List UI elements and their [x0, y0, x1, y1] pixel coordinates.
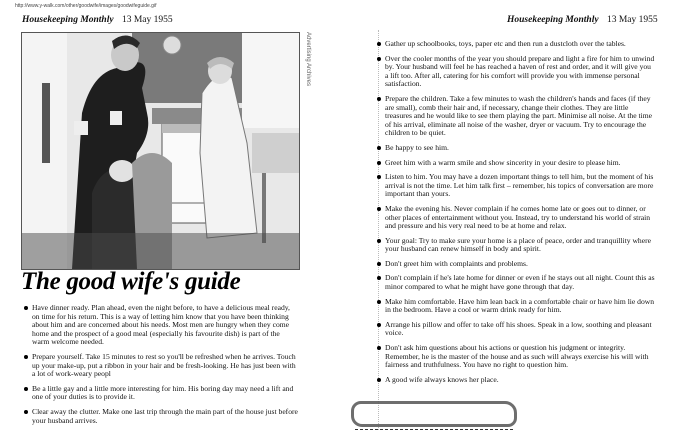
list-item: Don't complain if he's late home for dinner or even if he stays out all night. Count this as minor compared to what he might have gone through that day.	[379, 274, 656, 291]
bullet-icon	[377, 175, 381, 179]
list-item: Gather up schoolbooks, toys, paper etc and then run a dustcloth over the tables.	[379, 40, 656, 49]
bullet-icon	[24, 410, 28, 414]
article-title: The good wife's guide	[21, 268, 241, 295]
bullet-icon	[377, 42, 381, 46]
publication-date: 13 May 1955	[606, 15, 658, 25]
illustration	[21, 32, 300, 270]
source-url: http://www.y-walk.com/other/goodwife/images/goodwifeguide.gif	[15, 3, 157, 9]
bullet-icon	[377, 262, 381, 266]
list-item: Your goal: Try to make sure your home is a place of peace, order and tranquillity where your husband can renew himself in body and spirit.	[379, 237, 656, 254]
masthead-left	[22, 15, 173, 25]
list-item: Be happy to see him.	[379, 144, 656, 153]
guide-list-left	[26, 304, 298, 431]
guide-list-right	[379, 40, 656, 390]
bullet-icon	[377, 239, 381, 243]
bullet-icon	[24, 355, 28, 359]
bullet-icon	[377, 300, 381, 304]
list-item: Over the cooler months of the year you should prepare and light a fire for him to unwind by. Your husband will feel he has reached a haven of rest and order, and it will give you a lift too. After all, catering for his comfort will provide you with immense personal satisfaction.	[379, 55, 656, 89]
list-item: Have dinner ready. Plan ahead, even the night before, to have a delicious meal ready, on time for his return. This is a way of letting him know that you have been thinking about him and are concerned about his needs. Most men are hungry when they come home and the prospect of a good meal (especially his favourite dish) is part of the warm welcome needed.	[26, 304, 298, 347]
bottom-rule	[355, 429, 513, 431]
photo-credit: Advertising Archives	[305, 32, 311, 87]
list-item: Listen to him. You may have a dozen important things to tell him, but the moment of his arrival is not the time. Let him talk first – remember, his topics of conversation are more important than yours.	[379, 173, 656, 199]
list-item: Prepare yourself. Take 15 minutes to rest so you'll be refreshed when he arrives. Touch up your make-up, put a ribbon in your hair and be fresh-looking. He has just been with a lot of work-weary peopl	[26, 353, 298, 379]
bullet-icon	[377, 207, 381, 211]
list-item: Greet him with a warm smile and show sincerity in your desire to please him.	[379, 159, 656, 168]
list-item: Make the evening his. Never complain if he comes home late or goes out to dinner, or other places of entertainment without you. Instead, try to understand his world of strain and pressure and his very real need to be at home and relax.	[379, 205, 656, 231]
bullet-icon	[377, 276, 381, 280]
list-item: Arrange his pillow and offer to take off his shoes. Speak in a low, soothing and pleasant voice.	[379, 321, 656, 338]
bullet-icon	[24, 387, 28, 391]
masthead-right	[507, 15, 658, 25]
list-item-highlighted: A good wife always knows her place.	[379, 376, 656, 385]
list-item: Don't ask him questions about his actions or question his judgment or integrity. Remember, he is the master of the house and as such will always exercise his will with fairness and truthfulness. You have no right to question him.	[379, 344, 656, 370]
list-item: Clear away the clutter. Make one last trip through the main part of the house just before your husband arrives.	[26, 408, 298, 425]
bullet-icon	[377, 378, 381, 382]
list-item: Don't greet him with complaints and problems.	[379, 260, 656, 269]
publication-name: Housekeeping Monthly	[507, 15, 599, 25]
list-item: Prepare the children. Take a few minutes to wash the children's hands and faces (if they are small), comb their hair and, if necessary, change their clothes. They are little treasures and he would like to see them playing the part. Minimise all noise. At the time of his arrival, eliminate all noise of the washer, dryer or vacuum. Try to encourage the children to be quiet.	[379, 95, 656, 138]
publication-name: Housekeeping Monthly	[22, 15, 114, 25]
bullet-icon	[377, 146, 381, 150]
list-item: Make him comfortable. Have him lean back in a comfortable chair or have him lie down in the bedroom. Have a cool or warm drink ready for him.	[379, 298, 656, 315]
list-item: Be a little gay and a little more interesting for him. His boring day may need a lift and one of your duties is to provide it.	[26, 385, 298, 402]
bullet-icon	[377, 323, 381, 327]
bullet-icon	[377, 57, 381, 61]
publication-date: 13 May 1955	[121, 15, 173, 25]
bullet-icon	[24, 306, 28, 310]
family-kitchen-illustration	[22, 33, 299, 269]
bullet-icon	[377, 161, 381, 165]
hand-drawn-circle-highlight	[351, 401, 517, 427]
bullet-icon	[377, 346, 381, 350]
bullet-icon	[377, 97, 381, 101]
